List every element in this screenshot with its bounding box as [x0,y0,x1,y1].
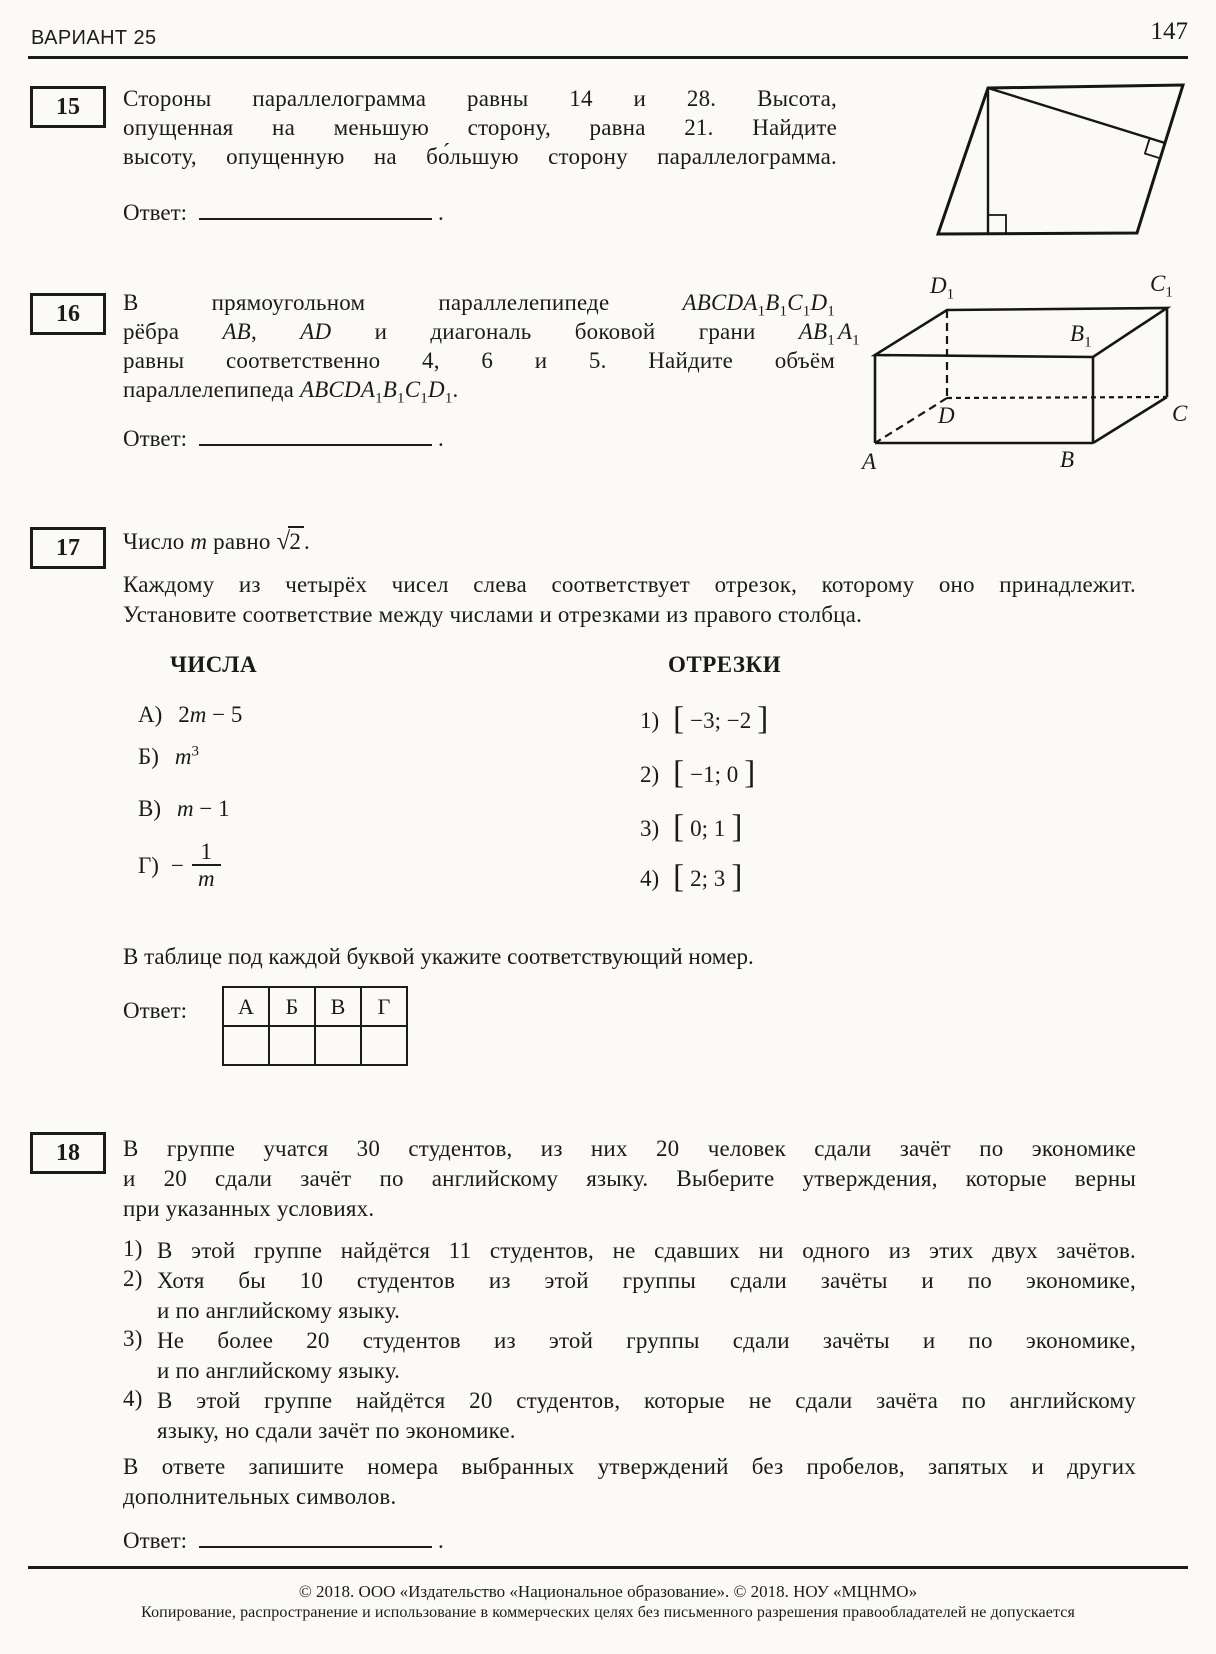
text-line: и 20 сдали зачёт по английскому языку. Выберите утверждения, которые верны [123,1166,1136,1191]
statement-number: 1) [123,1236,143,1261]
text-line: рёбра AB, AD и диагональ боковой грани $AB_1$ [123,319,835,349]
answer-period: . [438,1528,444,1553]
item-label: 1) [640,708,660,733]
match-item-v [138,796,230,822]
minus-sign: − [170,853,184,878]
item-label: В) [138,796,161,821]
vertex-label-a1: $A_1$ [838,319,860,349]
footer-copyright: © 2018. ООО «Издательство «Национальное образование». © 2018. НОУ «МЦНМО» [298,1582,918,1601]
problem-18-number-box [30,1132,106,1174]
interval-value: −1; 0 [690,762,739,787]
page-number: 147 [1150,18,1188,45]
item-label: 3) [640,816,660,841]
item-label: Г) [138,853,159,878]
statement-number: 2) [123,1266,143,1291]
vertex-label-c1: $C_1$ [1150,271,1173,301]
text-line: опущенная на меньшую сторону, равна 21. Найдите [123,115,837,140]
statement-line: языку, но сдали зачёт по экономике. [157,1418,516,1443]
table-input-cell [223,1026,269,1065]
answer-period: . [438,200,444,225]
problem-number: 16 [56,300,80,327]
fraction-numerator: 1 [200,839,213,864]
item-formula: $m^3$ [174,743,199,769]
problem-17-task-text [123,570,1136,630]
problem-18-statements [123,1236,1136,1446]
statement-4 [123,1386,1136,1446]
problem-16-answer [123,422,444,452]
problem-17-number-box [30,527,106,569]
text-line: равны соответственно 4, 6 и 5. Найдите объём [123,348,835,373]
answer-label: Ответ: [123,1528,188,1553]
problem-number: 18 [56,1139,80,1166]
footer-notice: Копирование, распространение и использование в коммерческих целях без письменного разрешения правообладателей не допускается [141,1604,1075,1621]
problem-18-outro [123,1452,1136,1512]
parallelogram-figure [885,75,1197,245]
fraction [192,840,221,892]
problem-18-text [123,1134,1136,1224]
parallelogram-drawing [885,75,1197,245]
problem-15-answer [123,196,444,226]
segment-item-2 [640,754,755,796]
text-line: В прямоугольном параллелепипеде $ABCDA_1B_1C_1D_1$ [123,290,835,320]
interval-value: 2; 3 [690,866,726,891]
answer-blank-line [199,422,432,446]
table-header-cell: Б [269,987,315,1026]
match-item-g [138,836,221,896]
statement-3 [123,1326,1136,1386]
table-input-cell [315,1026,361,1065]
vertex-label-d1: $D_1$ [930,273,955,303]
header-rule [28,56,1188,59]
text-line: дополнительных символов. [123,1484,397,1509]
match-item-b [138,744,199,770]
statement-line: и по английскому языку. [157,1358,401,1383]
item-label: А) [138,702,163,727]
item-label: 4) [640,866,660,891]
text-line: Установите соответствие между числами и отрезками из правого столбца. [123,602,863,627]
segment-item-3 [640,808,742,850]
problem-number: 15 [56,93,80,120]
text-line: высоту, опущенную на бо́льшую сторону параллелограмма. [123,144,837,169]
item-formula: m − 1 [177,796,230,821]
footer-rule [28,1566,1188,1569]
statement-number: 4) [123,1386,143,1411]
answer-label: Ответ: [123,200,188,225]
answer-table-value-row [223,1026,407,1065]
table-input-cell [361,1026,407,1065]
text-line: параллелепипеда $ABCDA_1B_1C_1D_1$. [123,377,459,407]
problem-18-answer [123,1524,444,1554]
left-bracket: [ [673,858,685,895]
item-formula: 2m − 5 [178,702,243,727]
right-bracket: ] [757,700,769,737]
parallelepiped-figure [820,262,1210,477]
text-line: Каждому из четырёх чисел слева соответствует отрезок, которому оно принадлежит. [123,572,1136,597]
statement-line: и по английскому языку. [157,1298,401,1323]
table-input-cell [269,1026,315,1065]
column-title-numbers: ЧИСЛА [170,652,258,677]
left-bracket: [ [673,808,685,845]
fraction-denominator: m [192,864,221,892]
answer-label: Ответ: [123,426,188,451]
answer-blank-line [199,196,432,220]
text-line: Стороны параллелограмма равны 14 и 28. Высота, [123,86,837,111]
interval-value: −3; −2 [690,708,752,733]
left-bracket: [ [673,754,685,791]
answer-table [222,986,408,1066]
problem-16-number-box [30,293,106,335]
problem-16-text [123,288,835,407]
statement-number: 3) [123,1326,143,1351]
answer-label: Ответ: [123,998,188,1023]
left-bracket: [ [673,700,685,737]
segment-item-4 [640,858,742,900]
right-bracket: ] [731,858,743,895]
text-line: В группе учатся 30 студентов, из них 20 человек сдали зачёт по экономике [123,1136,1136,1161]
problem-number: 17 [56,534,80,561]
match-item-a [138,702,242,728]
vertex-label-c: C [1172,401,1188,426]
statement-line: Не более 20 студентов из этой группы сдали зачёты и по экономике, [157,1328,1136,1353]
problem-17-intro: Число m равно √2 . [123,528,310,555]
answer-period: . [438,426,444,451]
table-header-cell: А [223,987,269,1026]
right-bracket: ] [731,808,743,845]
table-header-cell: Г [361,987,407,1026]
vertex-label-b: B [1060,447,1075,472]
problem-15-number-box [30,86,106,128]
vertex-label-a: A [862,449,877,474]
variant-title: ВАРИАНТ 25 [31,27,157,49]
statement-line: Хотя бы 10 студентов из этой группы сдали зачёты и по экономике, [157,1268,1136,1293]
text-line: В ответе запишите номера выбранных утверждений без пробелов, запятых и других [123,1454,1136,1479]
column-title-segments: ОТРЕЗКИ [668,652,782,677]
right-bracket: ] [744,754,756,791]
statement-line: В этой группе найдётся 20 студентов, которые не сдали зачёта по английскому [157,1388,1136,1413]
statement-line: В этой группе найдётся 11 студентов, не сдавших ни одного из этих двух зачётов. [157,1238,1136,1263]
segment-item-1 [640,700,768,742]
text-line: при указанных условиях. [123,1196,375,1221]
item-label: 2) [640,762,660,787]
statement-1 [123,1236,1136,1266]
item-label: Б) [138,744,159,769]
table-note: В таблице под каждой буквой укажите соответствующий номер. [123,944,754,969]
problem-15-text [123,84,837,171]
table-header-cell: В [315,987,361,1026]
vertex-label-b1: $B_1$ [1070,321,1092,351]
statement-2 [123,1266,1136,1326]
answer-blank-line [199,1524,432,1548]
answer-table-header-row [223,987,407,1026]
vertex-label-d: D [938,403,955,428]
problem-17-answer [123,998,187,1024]
interval-value: 0; 1 [690,816,726,841]
